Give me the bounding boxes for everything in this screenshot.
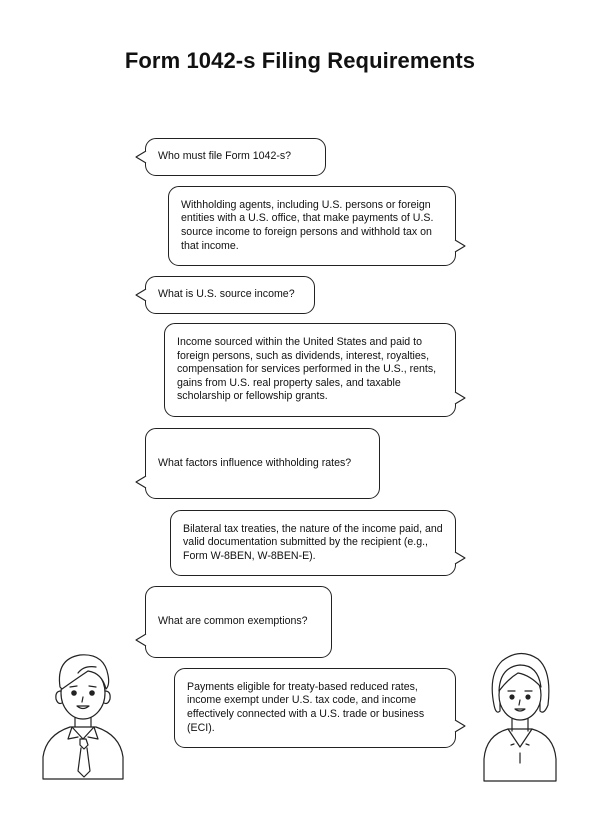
answer-text: Withholding agents, including U.S. persons or foreign entities with a U.S. office, that make payments of U.S. source income to foreign persons and withhold tax on that income.: [181, 198, 434, 252]
answer-text: Bilateral tax treaties, the nature of the income paid, and valid documentation submitted by the recipient (e.g., Form W-8BEN, W-8BEN-E).: [183, 522, 443, 562]
answer-bubble: [174, 668, 456, 748]
answer-tail: [455, 392, 465, 404]
question-text: Who must file Form 1042-s?: [158, 150, 292, 163]
woman-avatar-icon: [478, 645, 562, 785]
answer-text: Payments eligible for treaty-based reduced rates, income exempt under U.S. tax code, and income effectively connected with a U.S. trade or business (ECI).: [187, 680, 425, 734]
man-avatar-icon: [38, 645, 128, 785]
question-text: What is U.S. source income?: [158, 288, 295, 301]
question-text: What factors influence withholding rates?: [158, 456, 352, 469]
question-bubble: [145, 586, 332, 658]
answer-bubble: [168, 186, 456, 266]
answer-tail: [455, 240, 465, 252]
question-bubble: [145, 138, 326, 176]
answer-tail: [455, 552, 465, 564]
answer-tail: [455, 720, 465, 732]
question-text: What are common exemptions?: [158, 615, 308, 628]
page-title: Form 1042-s Filing Requirements: [124, 48, 476, 73]
answer-text: Income sourced within the United States and paid to foreign persons, such as dividends, interest, royalties, compensation for services performed in the U.S., rents, gains from U.S. real property sales, and taxable scholarship or fellowship grants.: [177, 336, 437, 403]
question-bubble: [145, 276, 315, 314]
question-bubble: [145, 428, 380, 499]
answer-bubble: [170, 510, 456, 576]
answer-bubble: [164, 323, 456, 417]
